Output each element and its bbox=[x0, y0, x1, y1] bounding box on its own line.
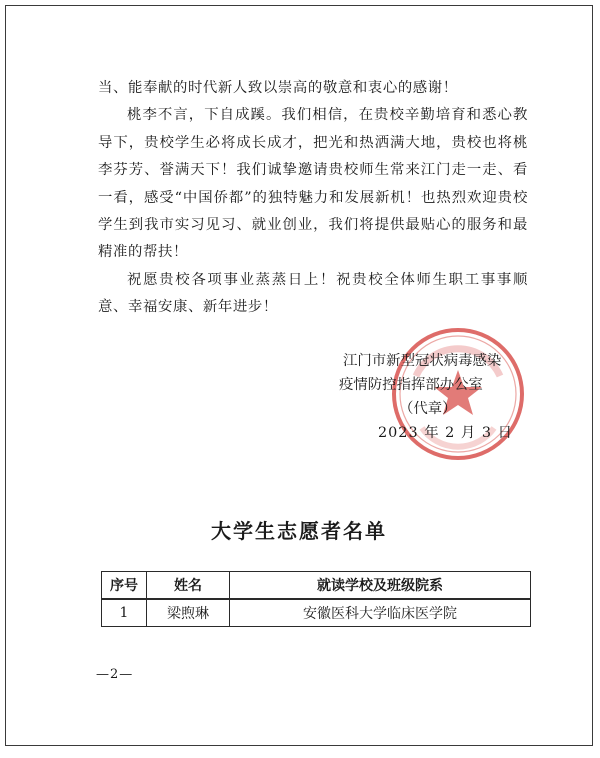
letter-body bbox=[98, 75, 528, 322]
header-name: 姓名 bbox=[147, 572, 230, 600]
table-header-row bbox=[102, 572, 531, 600]
cell-index: 1 bbox=[102, 599, 147, 627]
volunteer-roster-table bbox=[101, 571, 531, 627]
signature-block bbox=[336, 349, 526, 445]
cell-school: 安徽医科大学临床医学院 bbox=[230, 599, 531, 627]
header-index: 序号 bbox=[102, 572, 147, 600]
roster-title: 大学生志愿者名单 bbox=[211, 519, 387, 543]
signature-seal-note: （代章） bbox=[399, 401, 457, 417]
cell-name: 梁煦琳 bbox=[147, 599, 230, 627]
header-school: 就读学校及班级院系 bbox=[230, 572, 531, 600]
table-row bbox=[102, 599, 531, 627]
signature-date: 2023 年 2 月 3 日 bbox=[378, 425, 513, 441]
body-paragraph-3: 祝愿贵校各项事业蒸蒸日上！祝贵校全体师生职工事事顺意、幸福安康、新年进步！ bbox=[98, 271, 528, 316]
page-number: —2— bbox=[96, 667, 134, 682]
signature-org-line2: 疫情防控指挥部办公室 bbox=[339, 377, 483, 393]
document-page bbox=[5, 5, 593, 746]
body-paragraph-2: 桃李不言，下自成蹊。我们相信，在贵校辛勤培育和悉心教导下，贵校学生必将成长成才，把光和热洒满大地，贵校也将桃李芬芳、誉满天下！我们诚挚邀请贵校师生常来江门走一走、看一看，感受“中国侨都”的独特魅力和发展新机！也热烈欢迎贵校学生到我市实习见习、就业创业，我们将提供最贴心的服务和最精准的帮扶！ bbox=[98, 107, 528, 261]
body-paragraph-1: 当、能奉献的时代新人致以崇高的敬意和衷心的感谢！ bbox=[98, 80, 458, 96]
signature-org-line1: 江门市新型冠状病毒感染 bbox=[343, 353, 502, 369]
